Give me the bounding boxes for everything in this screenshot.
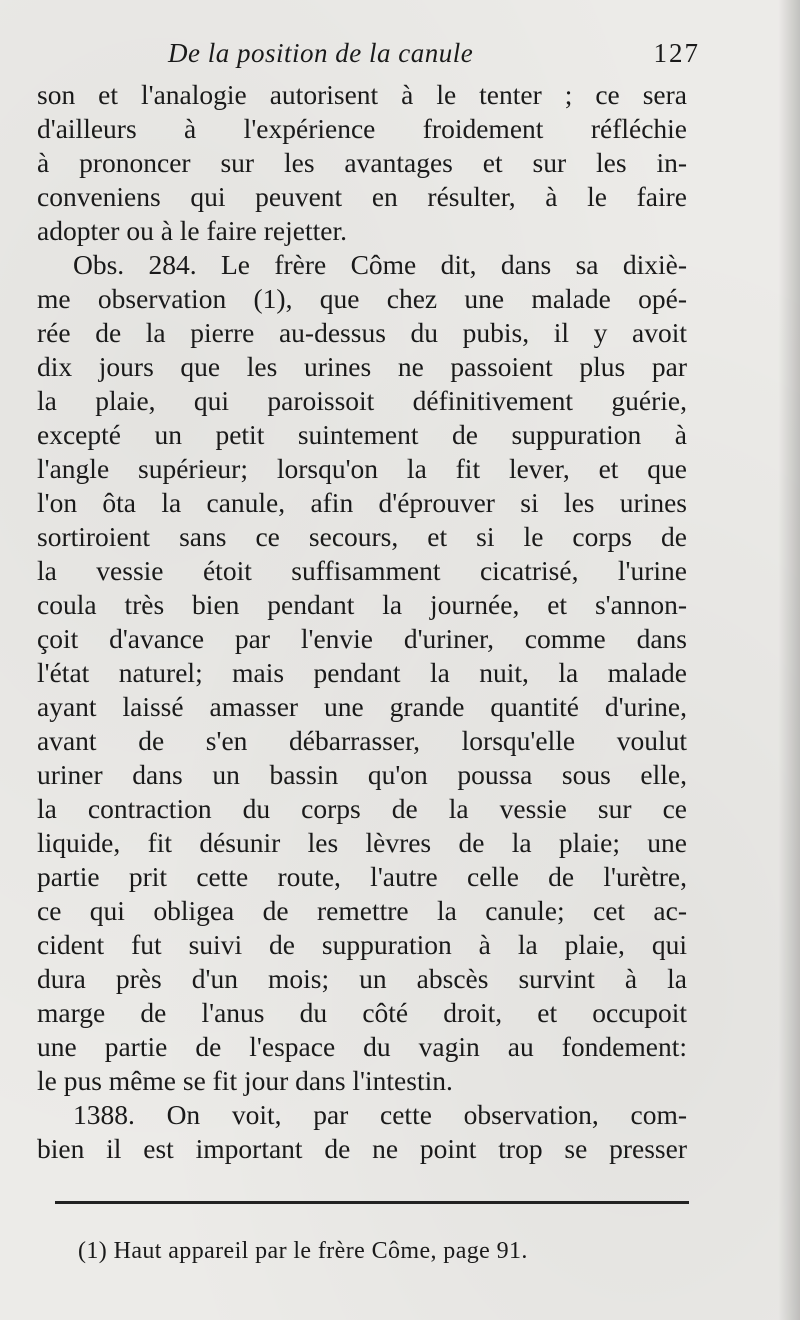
text-line: d'ailleurs à l'expérience froidement réfléchie	[37, 113, 687, 144]
text-line: marge de l'anus du côté droit, et occupoit	[37, 997, 687, 1028]
text-line: excepté un petit suintement de suppuration à	[37, 419, 687, 450]
text-line: conveniens qui peuvent en résulter, à le faire	[37, 181, 687, 212]
text-line: liquide, fit désunir les lèvres de la plaie; une	[37, 827, 687, 858]
text-line: à prononcer sur les avantages et sur les in-	[37, 147, 687, 178]
running-title: De la position de la canule	[168, 38, 474, 68]
text-line: rée de la pierre au-dessus du pubis, il y avoit	[37, 317, 687, 348]
text-line: partie prit cette route, l'autre celle de l'urètre,	[37, 861, 687, 892]
text-line: cident fut suivi de suppuration à la plaie, qui	[37, 929, 687, 960]
text-line: avant de s'en débarrasser, lorsqu'elle voulut	[37, 725, 687, 756]
text-line: dura près d'un mois; un abscès survint à la	[37, 963, 687, 994]
running-head	[60, 38, 700, 78]
text-line: coula très bien pendant la journée, et s'annon-	[37, 589, 687, 620]
text-line: bien il est important de ne point trop se presser	[37, 1133, 687, 1164]
body-text	[37, 78, 687, 1166]
text-line: me observation (1), que chez une malade opé-	[37, 283, 687, 314]
text-line: l'on ôta la canule, afin d'éprouver si les urines	[37, 487, 687, 518]
text-line: ayant laissé amasser une grande quantité d'urine,	[37, 691, 687, 722]
text-line: la plaie, qui paroissoit définitivement guérie,	[37, 385, 687, 416]
page-number: 127	[653, 38, 700, 68]
text-line: sortiroient sans ce secours, et si le corps de	[37, 521, 687, 552]
text-line: l'état naturel; mais pendant la nuit, la malade	[37, 657, 687, 688]
text-line: Obs. 284. Le frère Côme dit, dans sa dixiè-	[73, 249, 687, 280]
text-line: 1388. On voit, par cette observation, com-	[73, 1099, 687, 1130]
footnote: (1) Haut appareil par le frère Côme, page 91.	[78, 1238, 528, 1264]
text-line: dix jours que les urines ne passoient plus par	[37, 351, 687, 382]
text-line: l'angle supérieur; lorsqu'on la fit lever, et que	[37, 453, 687, 484]
text-line: çoit d'avance par l'envie d'uriner, comme dans	[37, 623, 687, 654]
text-line: ce qui obligea de remettre la canule; cet ac-	[37, 895, 687, 926]
text-line: la contraction du corps de la vessie sur ce	[37, 793, 687, 824]
text-line: son et l'analogie autorisent à le tenter ; ce sera	[37, 79, 687, 110]
text-line: uriner dans un bassin qu'on poussa sous elle,	[37, 759, 687, 790]
text-line: la vessie étoit suffisamment cicatrisé, l'urine	[37, 555, 687, 586]
footnote-divider	[55, 1201, 689, 1204]
text-line: une partie de l'espace du vagin au fondement:	[37, 1031, 687, 1062]
text-line: adopter ou à le faire rejetter.	[37, 215, 347, 246]
text-line: le pus même se fit jour dans l'intestin.	[37, 1065, 453, 1096]
